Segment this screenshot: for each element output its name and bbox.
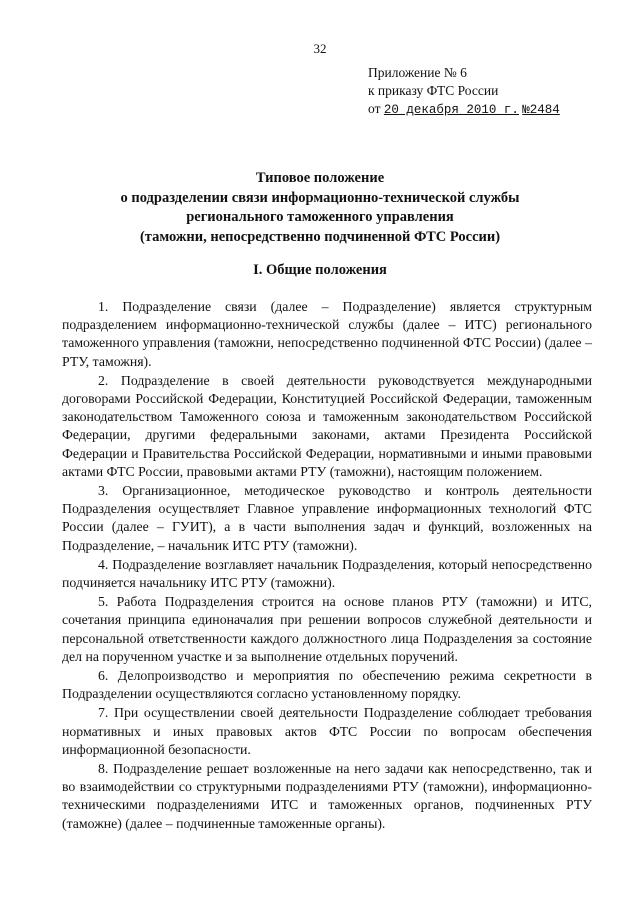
paragraph-1: 1. Подразделение связи (далее – Подразделение) является структурным подразделением информационно-технической службы (далее – ИТС) регионального таможенного управления (таможни, непосредственно подчиненной ФТС России) (далее – РТУ, таможня). (62, 299, 592, 369)
appendix-line-3 (368, 100, 560, 119)
paragraph-4: 4. Подразделение возглавляет начальник Подразделения, который непосредственно подчиняется начальнику ИТС РТУ (таможни). (62, 556, 592, 591)
section-heading: I. Общие положения (253, 262, 387, 278)
appendix-block (368, 64, 560, 119)
appendix-line-2: к приказу ФТС России (368, 83, 499, 98)
appendix-line-1: Приложение № 6 (368, 65, 467, 80)
page-number: 32 (313, 41, 327, 56)
document-body (62, 298, 592, 834)
paragraph-2: 2. Подразделение в своей деятельности руководствуется международными договорами Российской Федерации, Конституцией Российской Федерации, таможенным законодательством Таможенного союза и таможенным законодательством Российской Федерации, другими федеральными законами, актами Президента Российской Федерации и Правительства Российской Федерации, нормативными и иными правовыми актами ФТС России, правовыми актами РТУ (таможни), настоящим положением. (62, 372, 592, 479)
order-number: №2484 (522, 103, 560, 117)
appendix-from-label: от (368, 101, 381, 116)
document-title (60, 169, 580, 247)
paragraph-6: 6. Делопроизводство и мероприятия по обеспечению режима секретности в Подразделении осуществляются согласно установленному порядку. (62, 668, 592, 702)
title-line-3: регионального таможенного управления (186, 209, 454, 225)
paragraph-5: 5. Работа Подразделения строится на основе планов РТУ (таможни) и ИТС, сочетания принципа единоначалия при решении вопросов служебной деятельности и персональной ответственности каждого должностного лица Подразделения за состояние дел на порученном участке и за выполнение отдельных поручений. (62, 594, 592, 664)
paragraph-8: 8. Подразделение решает возложенные на него задачи как непосредственно, так и во взаимодействии со структурными подразделениями РТУ (таможни), информационно-техническими подразделениями ИТС и таможенных органов, подчиненных РТУ (таможне) (далее – подчиненные таможенные органы). (62, 761, 592, 831)
title-line-4: (таможни, непосредственно подчиненной ФТС России) (139, 228, 501, 245)
paragraph-3: 3. Организационное, методическое руководство и контроль деятельности Подразделения осуществляет Главное управление информационных технологий ФТС России (далее – ГУИТ), а в части выполнения задач и функций, возложенных на Подразделение, – начальник ИТС РТУ (таможни). (62, 483, 592, 553)
title-line-2: о подразделении связи информационно-технической службы (120, 189, 520, 206)
paragraph-7: 7. При осуществлении своей деятельности Подразделение соблюдает требования нормативных и иных правовых актов ФТС России по вопросам обеспечения информационной безопасности. (62, 705, 592, 757)
order-date: 20 декабря 2010 г. (383, 103, 519, 117)
title-line-1: Типовое положение (255, 170, 385, 186)
